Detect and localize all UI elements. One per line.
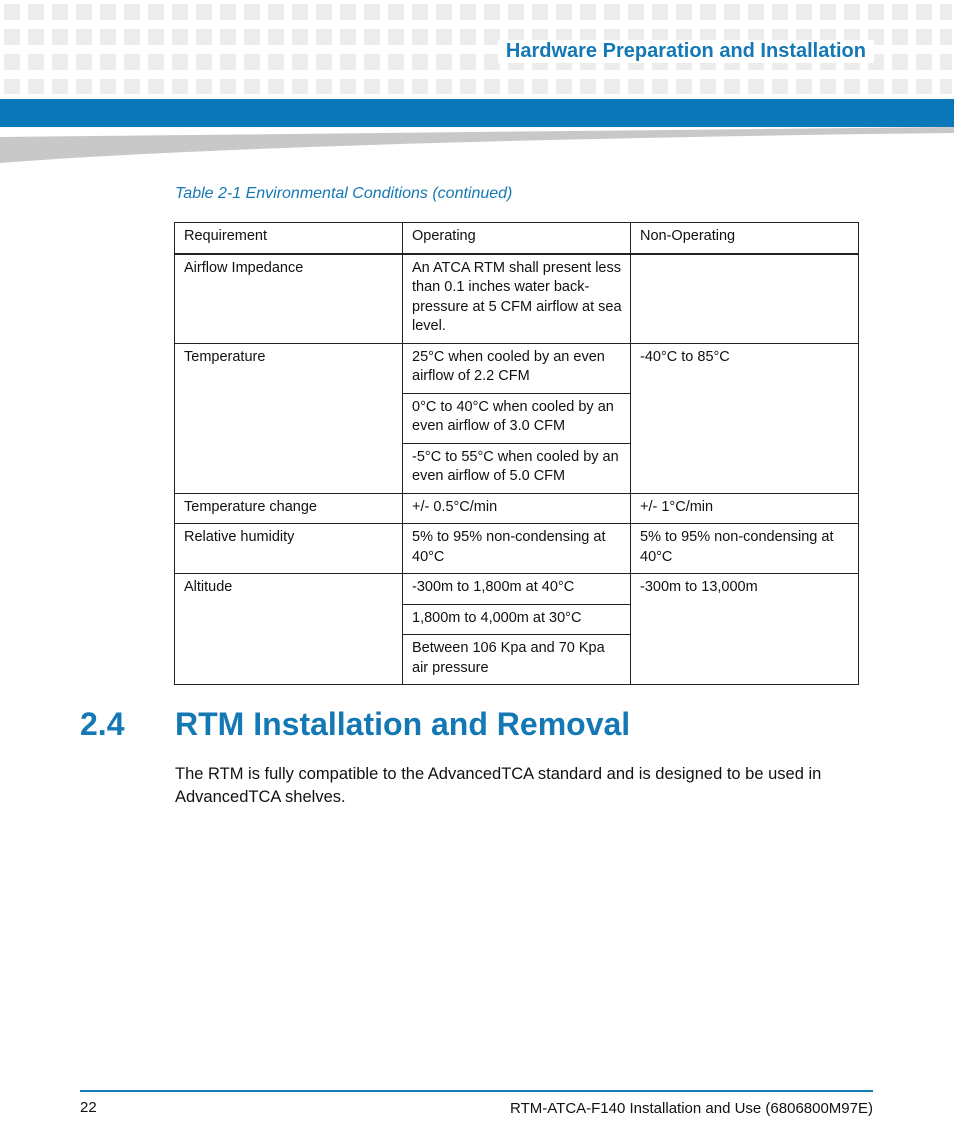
column-header-requirement: Requirement [175,223,403,254]
header-blue-band [0,99,954,127]
cell-requirement: Temperature [175,343,403,493]
cell-operating: 0°C to 40°C when cooled by an even airflow of 3.0 CFM [403,393,631,443]
section-number: 2.4 [80,706,125,742]
section-title: RTM Installation and Removal [175,706,631,742]
footer-rule [80,1090,873,1092]
table-row [175,343,859,393]
cell-operating: 5% to 95% non-condensing at 40°C [403,524,631,574]
document-title: RTM-ATCA-F140 Installation and Use (6806800M97E) [510,1100,873,1117]
cell-requirement: Relative humidity [175,524,403,574]
header-gray-swoosh [0,127,954,163]
table-row [175,254,859,344]
cell-operating: An ATCA RTM shall present less than 0.1 inches water back-pressure at 5 CFM airflow at sea level. [403,254,631,344]
cell-non-operating [631,254,859,344]
cell-requirement: Temperature change [175,493,403,524]
table-row [175,574,859,605]
environmental-conditions-table [174,222,859,685]
cell-operating: Between 106 Kpa and 70 Kpa air pressure [403,635,631,685]
cell-non-operating: -300m to 13,000m [631,574,859,685]
column-header-non-operating: Non-Operating [631,223,859,254]
table-caption: Table 2-1 Environmental Conditions (continued) [175,185,513,202]
section-body-paragraph: The RTM is fully compatible to the AdvancedTCA standard and is designed to be used in AdvancedTCA shelves. [175,765,822,806]
column-header-operating: Operating [403,223,631,254]
section-heading [80,706,630,743]
cell-operating: -300m to 1,800m at 40°C [403,574,631,605]
running-header-title: Hardware Preparation and Installation [498,40,874,63]
cell-non-operating: +/- 1°C/min [631,493,859,524]
cell-operating: 1,800m to 4,000m at 30°C [403,604,631,635]
cell-non-operating: 5% to 95% non-condensing at 40°C [631,524,859,574]
cell-non-operating: -40°C to 85°C [631,343,859,493]
cell-operating: 25°C when cooled by an even airflow of 2.2 CFM [403,343,631,393]
cell-requirement: Altitude [175,574,403,685]
page-number: 22 [80,1099,97,1116]
table-row [175,524,859,574]
table-header-row [175,223,859,254]
table-row [175,493,859,524]
cell-operating: -5°C to 55°C when cooled by an even airflow of 5.0 CFM [403,443,631,493]
cell-operating: +/- 0.5°C/min [403,493,631,524]
cell-requirement: Airflow Impedance [175,254,403,344]
